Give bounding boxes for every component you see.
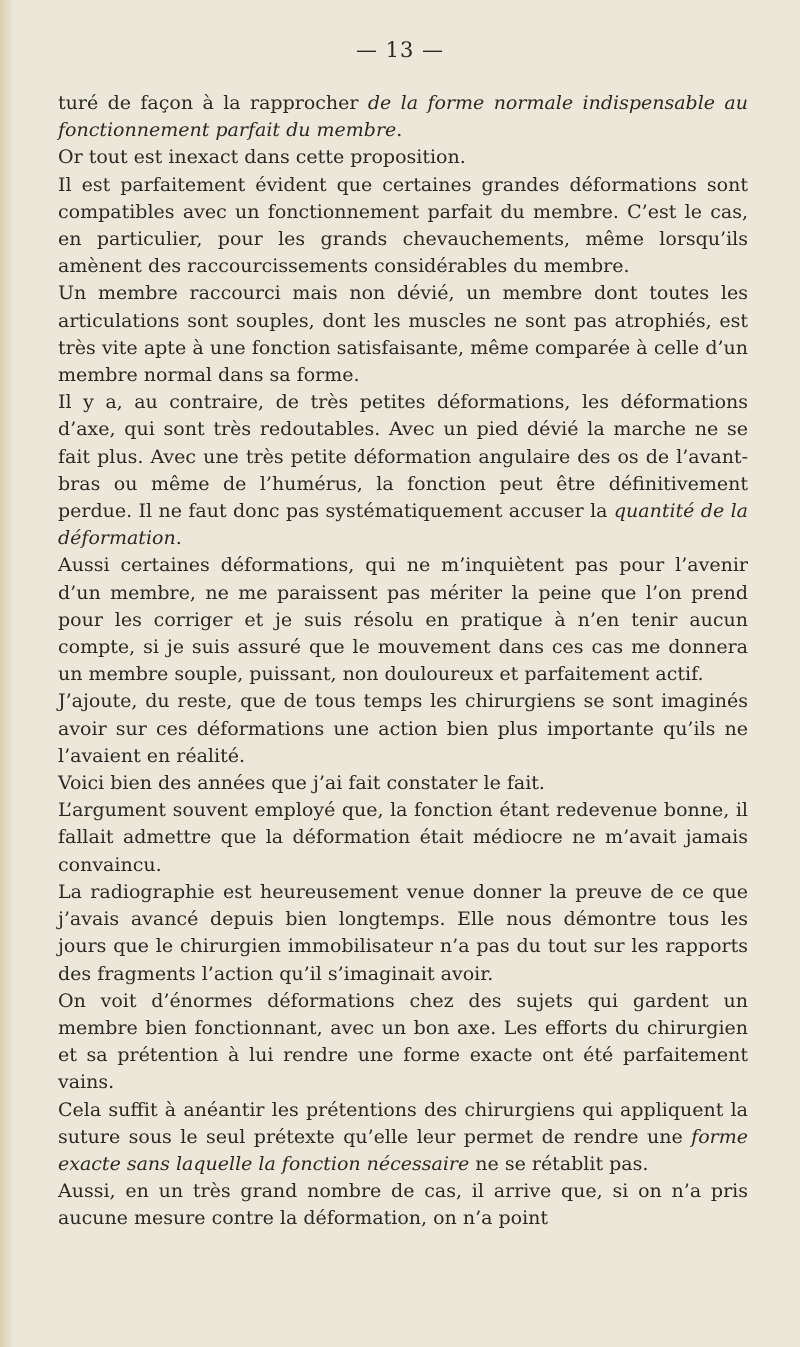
text-segment: J’ajoute, du reste, que de tous temps les chirurgiens se sont imaginés avoir sur ces déformations une action bien plus importante qu’ils ne l’avaient en réalité. [58, 690, 748, 767]
text-segment: La radiographie est heureusement venue donner la preuve de ce que j’avais avancé depuis bien longtemps. Elle nous démontre tous les jours que le chirurgien immobilisateur n’a pas du tout sur les rapports des fragments l’action qu’il s’imaginait avoir. [58, 880, 748, 985]
paragraph [58, 144, 748, 171]
italic-text: quantité de la déformation [58, 500, 748, 550]
italic-text: de la forme normale indispensable au fonctionnement parfait du membre [58, 92, 748, 142]
text-segment: On voit d’énormes déformations chez des sujets qui gardent un membre bien fonctionnant, avec un bon axe. Les efforts du chirurgien et sa prétention à lui rendre une forme exacte ont été parfaitement vains. [58, 989, 748, 1094]
paragraph [58, 552, 748, 688]
paragraph [58, 1178, 748, 1232]
paragraph [58, 688, 748, 770]
text-segment: Voici bien des années que j’ai fait constater le fait. [58, 772, 545, 795]
text-segment: . [175, 527, 182, 550]
paragraph [58, 280, 748, 389]
text-segment: Or tout est inexact dans cette proposition. [58, 146, 466, 169]
text-segment: L’argument souvent employé que, la fonction étant redevenue bonne, il fallait admettre que la déformation était médiocre ne m’avait jamais convaincu. [58, 799, 748, 876]
paragraph [58, 988, 748, 1097]
paragraph [58, 90, 748, 144]
paragraph [58, 172, 748, 281]
text-segment: Aussi certaines déformations, qui ne m’inquiètent pas pour l’avenir d’un membre, ne me paraissent pas mériter la peine que l’on prend pour les corriger et je suis résolu en pratique à n’en tenir aucun compte, si je suis assuré que le mouvement dans ces cas me donnera un membre souple, puissant, non douloureux et parfaitement actif. [58, 554, 748, 686]
body-text [58, 90, 748, 1233]
text-segment: Aussi, en un très grand nombre de cas, il arrive que, si on n’a pris aucune mesure contre la déformation, on n’a point [58, 1180, 748, 1230]
page-number: — 13 — [355, 38, 445, 62]
paragraph [58, 797, 748, 879]
paragraph [58, 1097, 748, 1179]
text-segment: ne se rétablit pas. [469, 1152, 649, 1175]
page-edge-shadow [0, 0, 14, 1347]
text-segment: Un membre raccourci mais non dévié, un membre dont toutes les articulations sont souples, dont les muscles ne sont pas atrophiés, est très vite apte à une fonction satisfaisante, même comparée à celle d’un membre normal dans sa forme. [58, 282, 748, 387]
paragraph [58, 770, 748, 797]
paragraph [58, 389, 748, 552]
paragraph [58, 879, 748, 988]
text-segment: Il y a, au contraire, de très petites déformations, les déformations d’axe, qui sont très redoutables. Avec un pied dévié la marche ne se fait plus. Avec une très petite déformation angulaire des os de l’avant-bras ou même de l’humérus, la fonction peut être définitivement perdue. Il ne faut donc pas systématiquement accuser la [58, 391, 748, 523]
text-segment: Cela suffit à anéantir les prétentions des chirurgiens qui appliquent la suture sous le seul prétexte qu’elle leur permet de rendre une [58, 1098, 748, 1148]
text-segment: turé de façon à la rapprocher [58, 92, 368, 114]
text-segment: Il est parfaitement évident que certaines grandes déformations sont compatibles avec un fonctionnement parfait du membre. C’est le cas, en particulier, pour les grands chevauchements, même lorsqu’ils amènent des raccourcissements considérables du membre. [58, 173, 748, 278]
italic-text: forme exacte sans laquelle la fonction nécessaire [58, 1125, 748, 1175]
text-segment: . [396, 119, 403, 142]
